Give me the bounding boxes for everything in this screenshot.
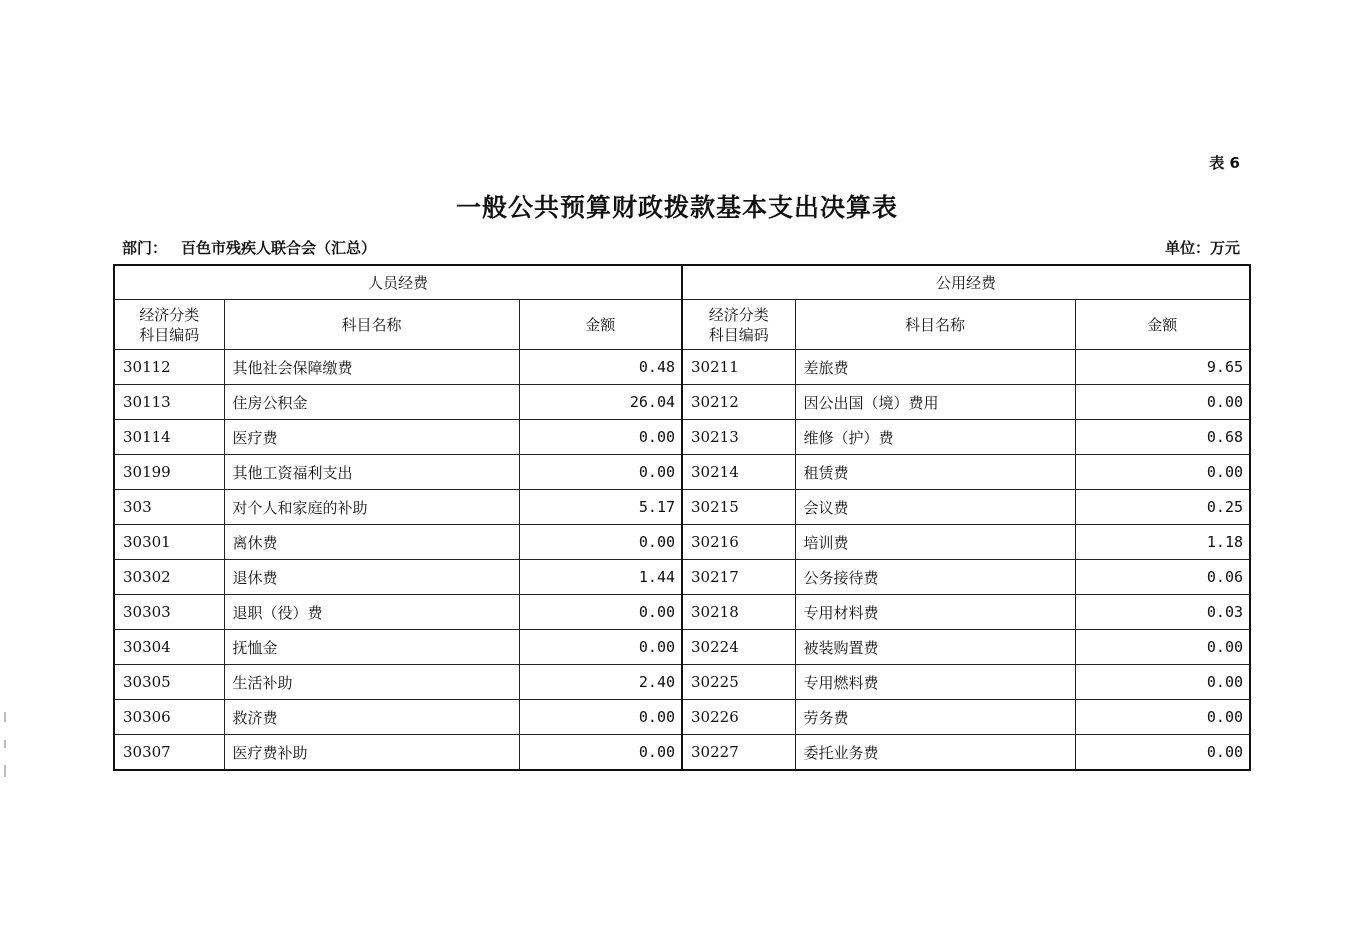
cell-left-code: 30306: [114, 700, 224, 735]
cell-right-amount: 0.06: [1075, 560, 1250, 595]
cell-right-code: 30216: [682, 525, 795, 560]
cell-left-amount: 0.00: [519, 700, 682, 735]
cell-right-name: 公务接待费: [795, 560, 1075, 595]
cell-right-amount: 0.00: [1075, 700, 1250, 735]
department-label: 部门：: [122, 239, 168, 257]
cell-right-code: 30224: [682, 630, 795, 665]
group-personnel: 人员经费: [114, 265, 682, 300]
cell-right-amount: 0.00: [1075, 630, 1250, 665]
cell-right-name: 差旅费: [795, 350, 1075, 385]
cell-right-name: 租赁费: [795, 455, 1075, 490]
cell-left-amount: 1.44: [519, 560, 682, 595]
department-line: [122, 237, 376, 258]
cell-left-code: 30301: [114, 525, 224, 560]
cell-right-name: 会议费: [795, 490, 1075, 525]
cell-right-amount: 0.00: [1075, 455, 1250, 490]
cell-right-code: 30217: [682, 560, 795, 595]
table-row: [114, 525, 1250, 560]
cell-right-code: 30213: [682, 420, 795, 455]
table-row: [114, 560, 1250, 595]
cell-left-code: 30304: [114, 630, 224, 665]
table-row: [114, 665, 1250, 700]
cell-left-name: 对个人和家庭的补助: [224, 490, 519, 525]
cell-right-code: 30226: [682, 700, 795, 735]
table-number: 表 6: [1209, 154, 1240, 172]
cell-left-amount: 0.00: [519, 525, 682, 560]
table-row: [114, 490, 1250, 525]
header-code-line2: 科目编码: [139, 325, 200, 344]
table-row: [114, 700, 1250, 735]
expenditure-table: [113, 264, 1251, 771]
cell-right-code: 30215: [682, 490, 795, 525]
group-header-row: [114, 265, 1250, 300]
header-amount-right: 金额: [1075, 300, 1250, 350]
cell-left-name: 医疗费: [224, 420, 519, 455]
table-row: [114, 385, 1250, 420]
cell-right-code: 30214: [682, 455, 795, 490]
department-value: 百色市残疾人联合会（汇总）: [181, 239, 377, 257]
cell-left-amount: 0.48: [519, 350, 682, 385]
cell-left-amount: 2.40: [519, 665, 682, 700]
cell-right-amount: 9.65: [1075, 350, 1250, 385]
cell-right-name: 被装购置费: [795, 630, 1075, 665]
cell-left-amount: 0.00: [519, 455, 682, 490]
cell-left-name: 救济费: [224, 700, 519, 735]
cell-left-name: 退职（役）费: [224, 595, 519, 630]
header-code-line1: 经济分类: [708, 305, 769, 324]
table-row: [114, 455, 1250, 490]
cell-right-amount: 0.25: [1075, 490, 1250, 525]
column-header-row: [114, 300, 1250, 350]
header-name-left: 科目名称: [224, 300, 519, 350]
cell-left-name: 其他工资福利支出: [224, 455, 519, 490]
cell-right-amount: 0.00: [1075, 665, 1250, 700]
cell-left-amount: 26.04: [519, 385, 682, 420]
scan-mark: [4, 712, 6, 722]
cell-right-code: 30218: [682, 595, 795, 630]
cell-left-code: 30114: [114, 420, 224, 455]
cell-left-code: 30307: [114, 735, 224, 771]
cell-right-code: 30225: [682, 665, 795, 700]
cell-left-amount: 0.00: [519, 735, 682, 771]
cell-right-amount: 0.68: [1075, 420, 1250, 455]
cell-left-code: 30113: [114, 385, 224, 420]
cell-left-amount: 5.17: [519, 490, 682, 525]
table-row: [114, 735, 1250, 771]
table-row: [114, 595, 1250, 630]
header-code-line1: 经济分类: [139, 305, 200, 324]
cell-left-name: 住房公积金: [224, 385, 519, 420]
cell-right-name: 因公出国（境）费用: [795, 385, 1075, 420]
header-code-right: [682, 300, 795, 350]
cell-left-name: 生活补助: [224, 665, 519, 700]
table-row: [114, 350, 1250, 385]
cell-left-amount: 0.00: [519, 595, 682, 630]
cell-right-amount: 0.03: [1075, 595, 1250, 630]
cell-right-amount: 0.00: [1075, 735, 1250, 771]
table-row: [114, 420, 1250, 455]
cell-left-code: 30112: [114, 350, 224, 385]
cell-right-name: 劳务费: [795, 700, 1075, 735]
cell-right-name: 专用燃料费: [795, 665, 1075, 700]
cell-right-code: 30211: [682, 350, 795, 385]
scan-mark: [4, 765, 6, 777]
header-name-right: 科目名称: [795, 300, 1075, 350]
cell-left-name: 退休费: [224, 560, 519, 595]
group-public: 公用经费: [682, 265, 1250, 300]
cell-left-amount: 0.00: [519, 420, 682, 455]
unit-label: 单位：万元: [1164, 239, 1240, 257]
cell-left-code: 30199: [114, 455, 224, 490]
cell-left-amount: 0.00: [519, 630, 682, 665]
cell-left-name: 其他社会保障缴费: [224, 350, 519, 385]
cell-right-name: 委托业务费: [795, 735, 1075, 771]
cell-left-name: 抚恤金: [224, 630, 519, 665]
cell-right-code: 30212: [682, 385, 795, 420]
cell-right-amount: 0.00: [1075, 385, 1250, 420]
cell-right-name: 维修（护）费: [795, 420, 1075, 455]
cell-left-code: 30305: [114, 665, 224, 700]
table-row: [114, 630, 1250, 665]
cell-right-amount: 1.18: [1075, 525, 1250, 560]
header-amount-left: 金额: [519, 300, 682, 350]
cell-right-name: 培训费: [795, 525, 1075, 560]
scan-mark: [4, 740, 6, 748]
page-title: 一般公共预算财政拨款基本支出决算表: [455, 193, 898, 222]
cell-left-code: 30302: [114, 560, 224, 595]
header-code-left: [114, 300, 224, 350]
header-code-line2: 科目编码: [708, 325, 769, 344]
cell-left-name: 离休费: [224, 525, 519, 560]
cell-left-code: 30303: [114, 595, 224, 630]
cell-right-code: 30227: [682, 735, 795, 771]
cell-left-name: 医疗费补助: [224, 735, 519, 771]
cell-right-name: 专用材料费: [795, 595, 1075, 630]
cell-left-code: 303: [114, 490, 224, 525]
